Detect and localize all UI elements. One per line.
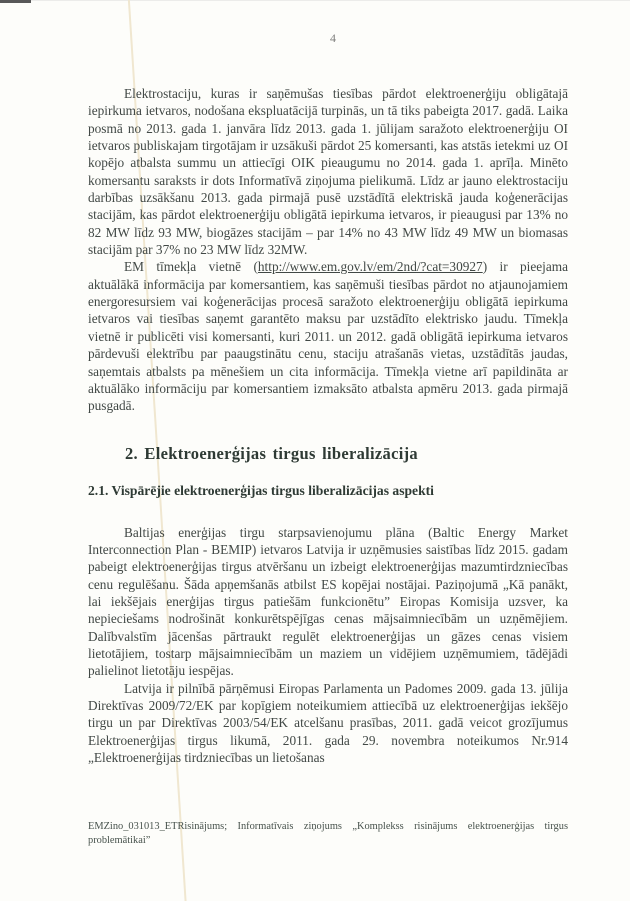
paragraph-2-text-post: ) ir pieejama aktuālākā informācija par komersantiem, kas saņēmuši tiesības pārdot no atjaunojamiem energoresursiem vai koģenerācijas procesā saražoto elektroenerģiju obligātā iepirkuma ietvaros vai tiesības saņemt garantēto maksu par uzstādīto elektrisko jaudu. Tīmekļa vietnē ir publicēti visi komersanti, kuri 2011. un 2012. gadā obligātā iepirkuma ietvaros pārdevuši elektrību par paaugstinātu cenu, staciju atrašanās vietas, uzstādītās jaudas, saņemtais atbalsts pa mēnešiem un cita informācija. Tīmekļa vietne arī papildināta ar aktuālāko informāciju par komersantiem izmaksāto atbalsta apmēru 2013. gada pirmajā pusgadā. bbox=[88, 259, 568, 414]
section-heading: 2. Elektroenerģijas tirgus liberalizācija bbox=[125, 443, 418, 463]
document-body bbox=[88, 85, 568, 766]
paragraph-1: Elektrostaciju, kuras ir saņēmušas tiesības pārdot elektroenerģiju obligātajā iepirkuma ietvaros, nodošana ekspluatācijā turpinās, un tā tiks pabeigta 2017. gadā. Laika posmā no 2013. gada 1. janvāra līdz 2013. gada 1. jūlijam saražoto elektroenerģiju OI ietvaros publiskajam tirgotājam ir uzsākuši pārdot 25 komersanti, kas atstās ietekmi uz OI kopējo atbalsta summu un attiecīgi OIK pieaugumu no 2014. gada 1. aprīļa. Minēto komersantu saraksts ir dots Informatīvā ziņojuma pielikumā. Līdz ar jauno elektrostaciju darbības uzsākšanu 2013. gada pirmajā pusē uzstādītā elektriskā jauda koģenerācijas stacijām, kas pārdot elektroenerģiju obligātā iepirkuma ietvaros, ir pieaugusi par 13% no 82 MW līdz 93 MW, biogāzes stacijām – par 14% no 43 MW līdz 49 MW un biomasas stacijām par 37% no 23 MW līdz 32MW. bbox=[88, 86, 568, 258]
scan-edge-artifact bbox=[0, 0, 31, 3]
scan-top-edge bbox=[0, 0, 630, 1]
footer-note: EMZino_031013_ETRisinājums; Informatīvais ziņojums „Komplekss risinājums elektroenerģijas tirgus problemātikai” bbox=[88, 821, 568, 846]
page-number: 4 bbox=[330, 31, 336, 45]
paragraph-4: Latvija ir pilnībā pārņēmusi Eiropas Parlamenta un Padomes 2009. gada 13. jūlija Direktīvas 2009/72/EK par kopīgiem noteikumiem attiecībā uz elektroenerģijas iekšējo tirgu un par Direktīvas 2003/54/EK atcelšanu prasības, 2011. gadā veicot grozījumus Elektroenerģijas tirgus likumā, 2011. gada 29. novembra noteikumos Nr.914 „Elektroenerģijas tirdzniecības un lietošanas bbox=[88, 680, 568, 765]
em-website-link[interactable]: http://www.em.gov.lv/em/2nd/?cat=30927 bbox=[257, 259, 483, 275]
paragraph-2-text-pre: EM tīmekļa vietnē ( bbox=[124, 259, 258, 275]
subsection-heading: 2.1. Vispārējie elektroenerģijas tirgus liberalizācijas aspekti bbox=[88, 482, 434, 498]
paragraph-2 bbox=[88, 258, 568, 414]
paragraph-3: Baltijas enerģijas tirgu starpsavienojumu plāna (Baltic Energy Market Interconnection Plan - BEMIP) ietvaros Latvija ir uzņēmusies saistības līdz 2015. gadam pabeigt elektroenerģijas tirgus atvēršanu un izbeigt elektroenerģijas mazumtirdzniecības cenu regulēšanu. Šāda apņemšanās atbilst ES kopējai nostājai. Paziņojumā „Kā panākt, lai iekšējais enerģijas tirgus patiešām funkcionētu” Eiropas Komisija uzsver, ka nepieciešams nodrošināt konkurētspējīgas cenas mājsaimniecībām un uzņēmējiem. Dalībvalstīm jācenšas pārtraukt regulēt elektroenerģijas un gāzes cenas visiem lietotājiem, tostarp mājsaimniecībām un maziem un vidējiem uzņēmumiem, tādējādi palielinot lietotāju iespējas. bbox=[88, 524, 568, 679]
